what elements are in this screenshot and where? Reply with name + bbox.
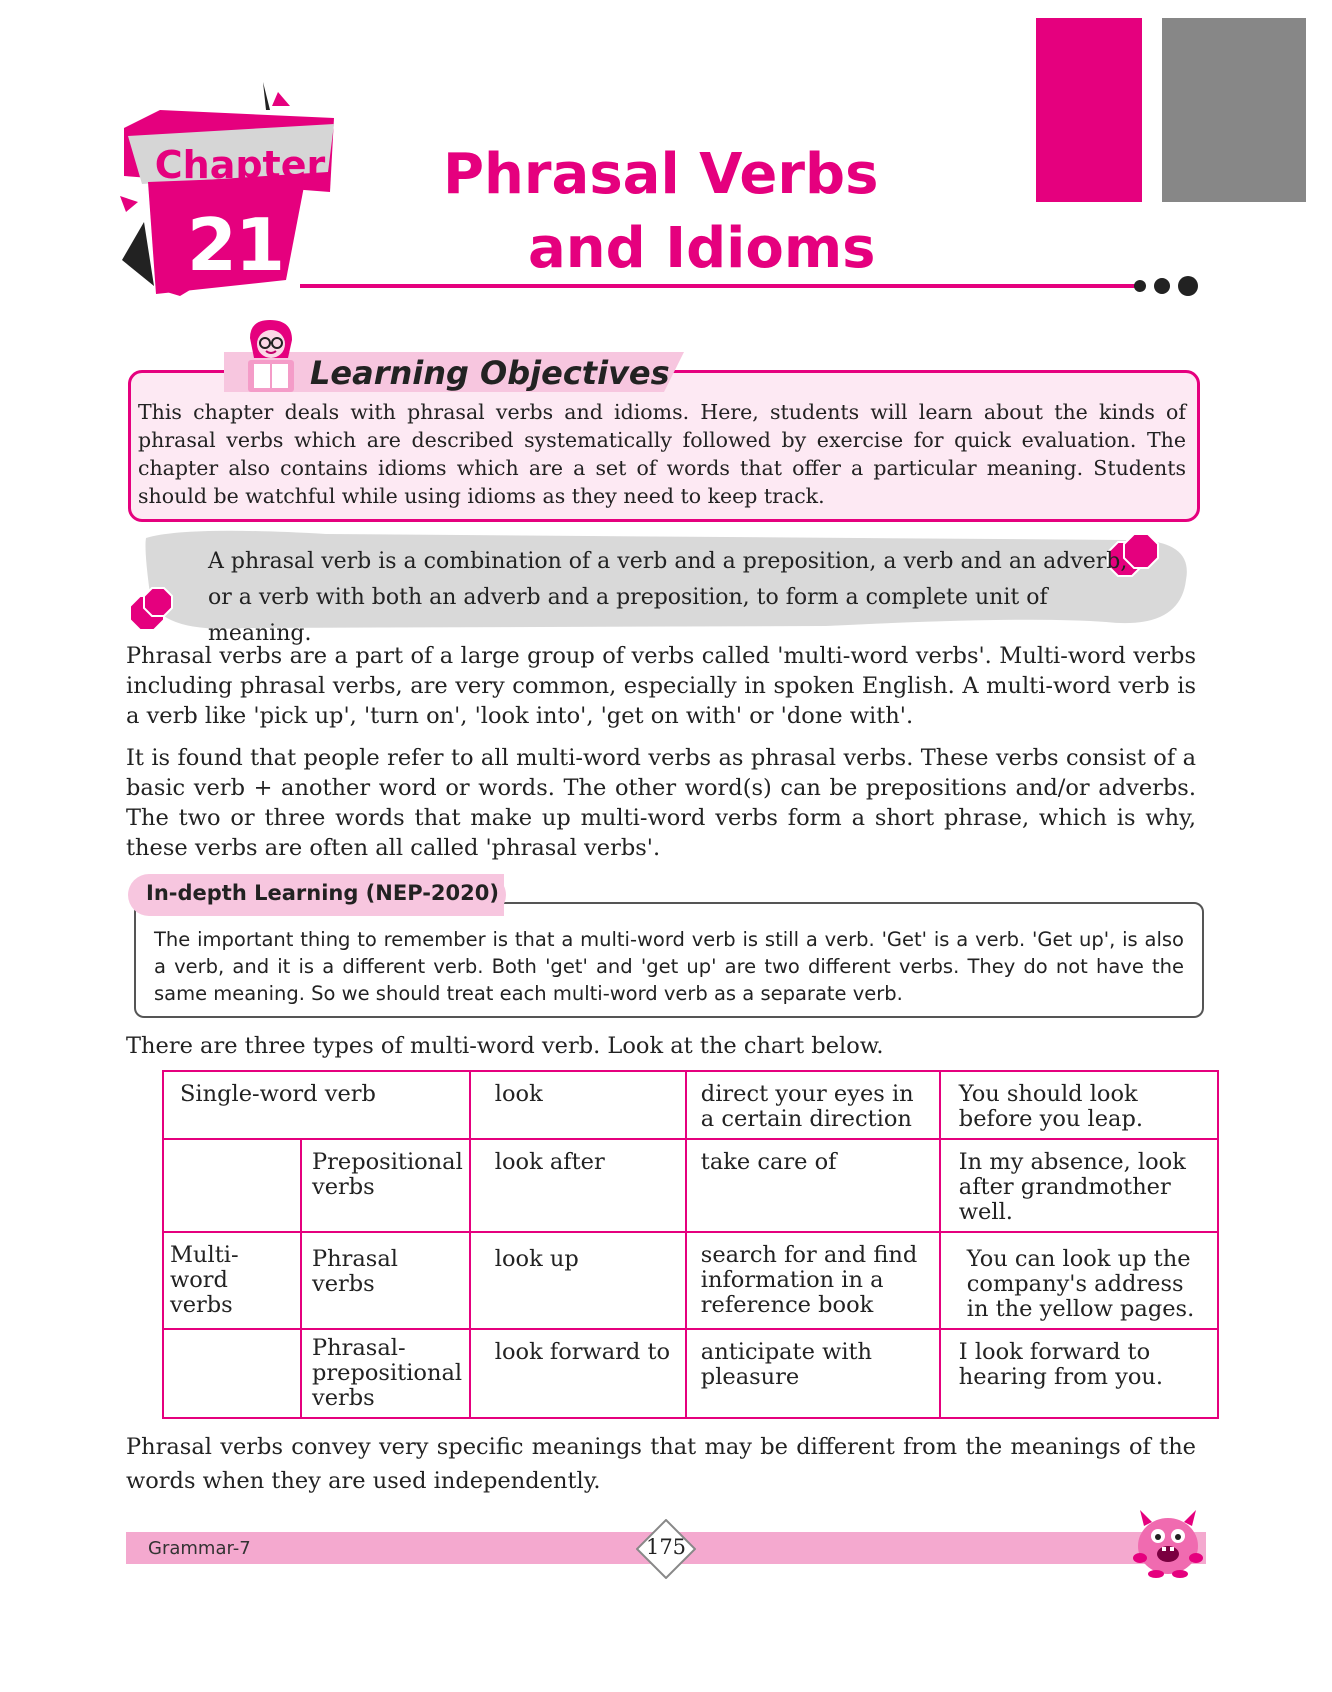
table-cell: look forward to <box>470 1329 686 1418</box>
title-dots-icon <box>1132 274 1204 298</box>
nep-text: The important thing to remember is that a multi-word verb is still a verb. 'Get' is a verb. 'Get up', is also a verb, and it is a different verb. Both 'get' and 'get up' are two different verbs. They do not have the same meaning. So we should treat each multi-word verb as a separate verb. <box>154 928 1184 1005</box>
page-number: 175 <box>645 1535 687 1559</box>
table-cell: You should look before you leap. <box>940 1071 1218 1139</box>
table-cell: I look forward to hearing from you. <box>940 1329 1218 1418</box>
table-cell: search for and find information in a reference book <box>686 1232 940 1329</box>
chapter-number: 21 <box>186 203 284 287</box>
table-cell: You can look up the company's address in the yellow pages. <box>940 1232 1218 1329</box>
table-cell: Phrasal-prepositional verbs <box>301 1329 470 1418</box>
table-cell: look after <box>470 1139 686 1232</box>
monster-mascot-icon <box>1126 1500 1210 1580</box>
table-row <box>163 1329 1218 1418</box>
learning-objectives-text: This chapter deals with phrasal verbs and idioms. Here, students will learn about the kinds of phrasal verbs which are described systematically followed by exercise for quick evaluation. The chapter also contains idioms which are a set of words that offer a particular meaning. Students should be watchful while using idioms as they need to keep track. <box>138 400 1186 508</box>
footer-book-label: Grammar-7 <box>148 1538 251 1559</box>
paragraph-phrasal-verbs: It is found that people refer to all multi-word verbs as phrasal verbs. These verbs consist of a basic verb + another word or words. The other word(s) can be prepositions and/or adverbs. The two or three words that make up multi-word verbs form a short phrase, which is why, these verbs are often all called 'phrasal verbs'. <box>126 745 1196 861</box>
chapter-label: Chapter <box>154 143 326 187</box>
table-cell: look up <box>470 1232 686 1329</box>
multi-word-verb-table <box>162 1070 1219 1419</box>
table-cell: Prepositional verbs <box>301 1139 470 1232</box>
chapter-title-line-2: and Idioms <box>528 216 876 281</box>
table-cell: In my absence, look after grandmother well. <box>940 1139 1218 1232</box>
paragraph-multi-word-verbs: Phrasal verbs are a part of a large group of verbs called 'multi-word verbs'. Multi-word verbs including phrasal verbs, are very common, especially in spoken English. A multi-word verb is a verb like 'pick up', 'turn on', 'look into', 'get on with' or 'done with'. <box>126 643 1196 729</box>
chart-intro: There are three types of multi-word verb. Look at the chart below. <box>126 1033 884 1059</box>
table-row <box>163 1071 1218 1139</box>
table-cell: direct your eyes in a certain direction <box>686 1071 940 1139</box>
paragraph-specific-meanings: Phrasal verbs convey very specific meanings that may be different from the meanings of the words when they are used independently. <box>126 1434 1196 1494</box>
decorative-pink-block <box>1036 18 1142 202</box>
divider <box>150 370 208 373</box>
chapter-title <box>420 138 1020 286</box>
table-row <box>163 1232 1218 1329</box>
title-underline <box>300 284 1140 288</box>
nep-title: In-depth Learning (NEP-2020) <box>146 881 499 905</box>
table-row <box>163 1139 1218 1232</box>
table-cell: look <box>470 1071 686 1139</box>
decorative-gray-block <box>1162 18 1306 202</box>
table-cell: Multi-word verbs <box>163 1232 301 1329</box>
table-cell <box>163 1139 301 1232</box>
phrasal-verb-definition: A phrasal verb is a combination of a verb and a preposition, a verb and an adverb, or a verb with both an adverb and a preposition, to form a complete unit of meaning. <box>208 549 1128 646</box>
student-mascot-icon <box>236 318 306 394</box>
chapter-title-line-1: Phrasal Verbs <box>443 142 879 207</box>
learning-objectives-heading: Learning Objectives <box>310 354 670 392</box>
table-cell: Phrasal verbs <box>301 1232 470 1329</box>
table-cell: anticipate with pleasure <box>686 1329 940 1418</box>
table-cell <box>163 1329 301 1418</box>
table-cell: take care of <box>686 1139 940 1232</box>
divider <box>680 370 1080 373</box>
table-cell: Single-word verb <box>163 1071 470 1139</box>
